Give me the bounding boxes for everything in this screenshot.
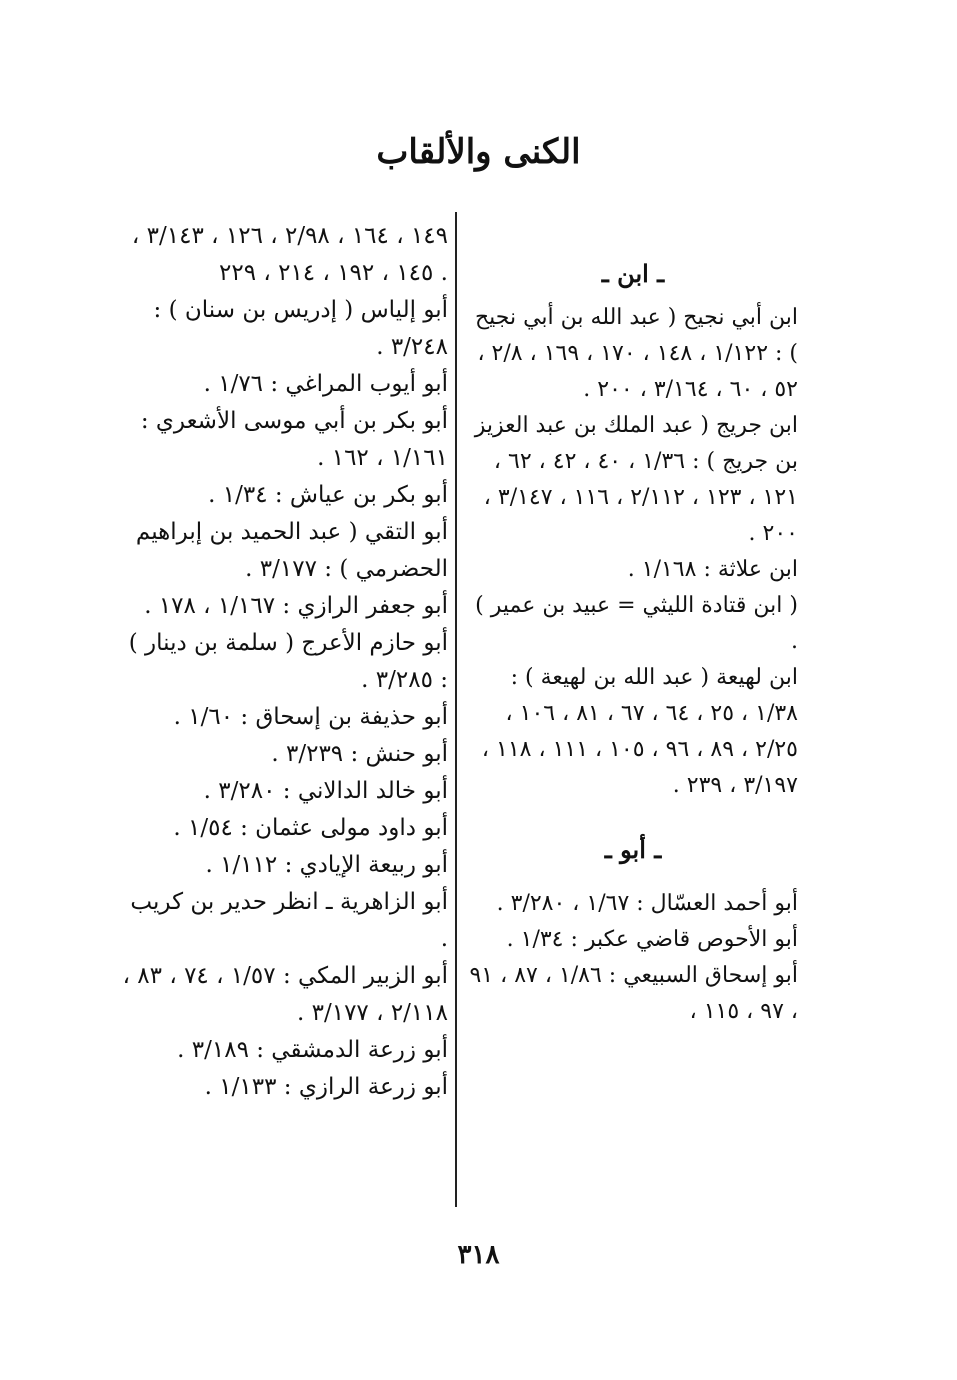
index-entry: أبو حنش : ٣/٢٣٩ . — [271, 741, 448, 767]
index-entry: أبو الزبير المكي : ١/٥٧ ، ٧٤ ، ٨٣ ، ٢/١١٨ ، ٣/١٧٧ . — [122, 963, 448, 1026]
index-entry: أبو زرعة الرازي : ١/١٣٣ . — [204, 1074, 448, 1100]
index-entry: ابن جريج ( عبد الملك بن عبد العزيز بن جريج ) : ١/٣٦ ، ٤٠ ، ٤٢ ، ٦٢ ، ١٢١ ، ١٢٣ ، ٢/١١٢ ، ١١٦ ، ٣/١٤٧ ، ٢٠٠ . — [474, 413, 798, 546]
left-column — [118, 212, 448, 1106]
index-entry: أبو التقي ( عبد الحميد بن إبراهيم الحضرمي ) : ٣/١٧٧ . — [135, 519, 448, 582]
index-entry: أبو جعفر الرازي : ١/١٦٧ ، ١٧٨ . — [144, 593, 448, 619]
index-entry: ابن علاثة : ١/١٦٨ . — [627, 557, 798, 582]
index-entry: أبو خالد الدالاني : ٣/٢٨٠ . — [203, 778, 448, 804]
index-entry: ١٤٩ ، ١٦٤ ، ٢/٩٨ ، ١٢٦ ، ٣/١٤٣ ، ١٤٥ ، ١٩٢ ، ٢١٤ ، ٢٢٩ . — [131, 223, 448, 286]
index-entry: أبو داود مولى عثمان : ١/٥٤ . — [173, 815, 448, 841]
index-entry: أبو ربيعة الإيادي : ١/١١٢ . — [205, 852, 448, 878]
index-entry: أبو أحمد العسّال : ١/٦٧ ، ٣/٢٨٠ . — [496, 891, 798, 916]
section-heading-ibn: ـ ابن ـ — [601, 259, 665, 288]
index-entry: أبو إلياس ( إدريس بن سنان ) : ٣/٢٤٨ . — [153, 297, 448, 360]
right-column — [468, 212, 798, 1030]
column-divider — [455, 212, 457, 1207]
section-heading-abu: ـ أبو ـ — [604, 835, 662, 864]
index-entry: أبو الزاهرية ـ انظر حدير بن كريب . — [130, 889, 448, 952]
index-entry: ابن أبي نجيح ( عبد الله بن أبي نجيح ) : ١/١٢٢ ، ١٤٨ ، ١٧٠ ، ١٦٩ ، ٢/٨ ، ٥٢ ، ٦٠ ، ٣/١٦٤ ، ٢٠٠ . — [474, 305, 798, 402]
index-entry: أبو بكر بن عياش : ١/٣٤ . — [208, 482, 448, 508]
index-entry: أبو حذيفة بن إسحاق : ١/٦٠ . — [173, 704, 448, 730]
index-entry: ابن لهيعة ( عبد الله بن لهيعة ) : ١/٣٨ ، ٢٥ ، ٦٤ ، ٦٧ ، ٨١ ، ١٠٦ ، ٢/٢٥ ، ٨٩ ، ٩٦ ، ١٠٥ ، ١١١ ، ١١٨ ، ٣/١٩٧ ، ٢٣٩ . — [481, 665, 798, 798]
index-entry: أبو حازم الأعرج ( سلمة بن دينار ) : ٣/٢٨٥ . — [128, 630, 448, 693]
index-entry: أبو الأحوص قاضي عكبر : ١/٣٤ . — [506, 927, 798, 952]
page-title: الكنى والألقاب — [376, 132, 581, 172]
page-number: ٣١٨ — [457, 1240, 500, 1270]
index-entry: أبو بكر بن أبي موسى الأشعري : ١/١٦١ ، ١٦٢ . — [140, 408, 448, 471]
index-entry: ( ابن قتادة الليثي = عبيد بن عمير ) . — [475, 593, 798, 654]
index-entry: أبو إسحاق السبيعي : ١/٨٦ ، ٨٧ ، ٩١ ، ٩٧ ، ١١٥ ، — [469, 963, 798, 1024]
index-entry: أبو زرعة الدمشقي : ٣/١٨٩ . — [177, 1037, 448, 1063]
index-entry: أبو أيوب المراغي : ١/٧٦ . — [203, 371, 448, 397]
